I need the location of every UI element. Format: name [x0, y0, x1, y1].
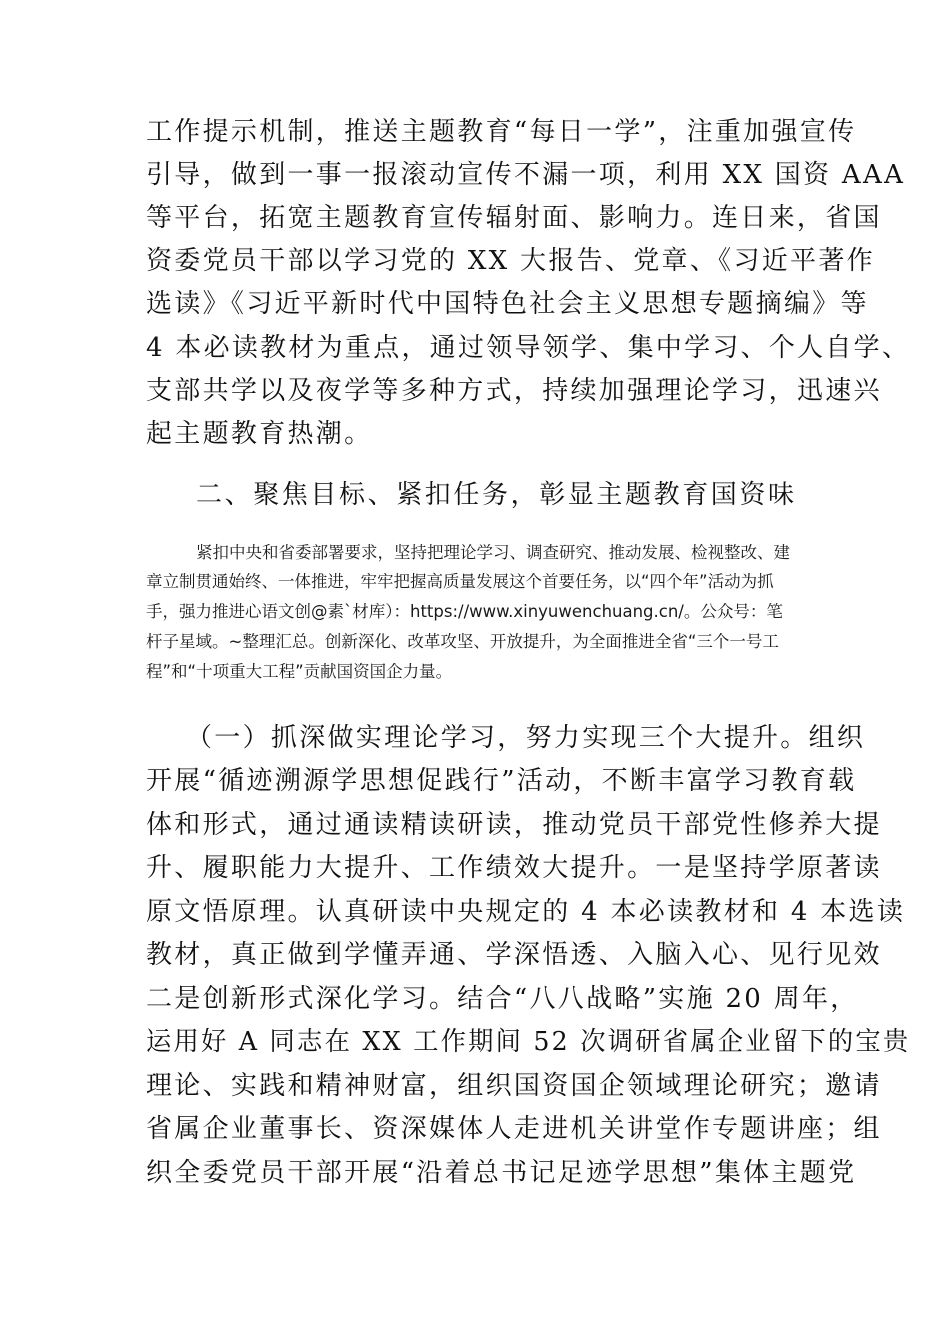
small-line: 程”和“十项重大工程”贡献国资国企力量。	[146, 662, 453, 681]
body-line: 省属企业董事长、资深媒体人走进机关讲堂作专题讲座；组	[146, 1114, 882, 1144]
body-line: 体和形式，通过通读精读研读，推动党员干部党性修养大提	[146, 810, 882, 840]
body-line: 工作提示机制，推送主题教育“每日一学”，注重加强宣传	[146, 117, 857, 147]
body-line: 二是创新形式深化学习。结合“八八战略”实施 20 周年，	[146, 984, 859, 1014]
body-line: 支部共学以及夜学等多种方式，持续加强理论学习，迅速兴	[146, 376, 882, 406]
body-line: 教材，真正做到学懂弄通、学深悟透、入脑入心、见行见效	[146, 940, 882, 970]
body-line: 4 本必读教材为重点，通过领导领学、集中学习、个人自学、	[146, 333, 911, 363]
body-line: 开展“循迹溯源学思想促践行”活动，不断丰富学习教育载	[146, 766, 857, 796]
body-line: 原文悟原理。认真研读中央规定的 4 本必读教材和 4 本选读	[146, 897, 906, 927]
body-line: 理论、实践和精神财富，组织国资国企领域理论研究；邀请	[146, 1071, 882, 1101]
body-line: 引导，做到一事一报滚动宣传不漏一项，利用 XX 国资 AAA	[146, 160, 906, 190]
body-line: 运用好 A 同志在 XX 工作期间 52 次调研省属企业留下的宝贵	[146, 1027, 911, 1057]
body-line: 等平台，拓宽主题教育宣传辐射面、影响力。连日来，省国	[146, 203, 882, 233]
body-line: （一）抓深做实理论学习，努力实现三个大提升。组织	[186, 723, 866, 753]
small-line: 紧扣中央和省委部署要求，坚持把理论学习、调查研究、推动发展、检视整改、建	[196, 543, 790, 562]
section-heading: 二、聚焦目标、紧扣任务，彰显主题教育国资味	[196, 480, 797, 510]
body-line: 升、履职能力大提升、工作绩效大提升。一是坚持学原著读	[146, 853, 882, 883]
small-line: 杆子星域。~整理汇总。创新深化、改革攻坚、开放提升，为全面推进全省“三个一号工	[146, 632, 779, 651]
body-line: 起主题教育热潮。	[146, 419, 373, 449]
body-line: 选读》《习近平新时代中国特色社会主义思想专题摘编》等	[146, 289, 869, 319]
body-line: 资委党员干部以学习党的 XX 大报告、党章、《习近平著作	[146, 246, 875, 276]
small-line: 手，强力推进心语文创@素`材库）：https://www.xinyuwenchuang.cn/。公众号：笔	[146, 602, 783, 621]
small-line: 章立制贯通始终、一体推进，牢牢把握高质量发展这个首要任务，以“四个年”活动为抓	[146, 572, 774, 591]
body-line: 织全委党员干部开展“沿着总书记足迹学思想”集体主题党	[146, 1158, 857, 1188]
